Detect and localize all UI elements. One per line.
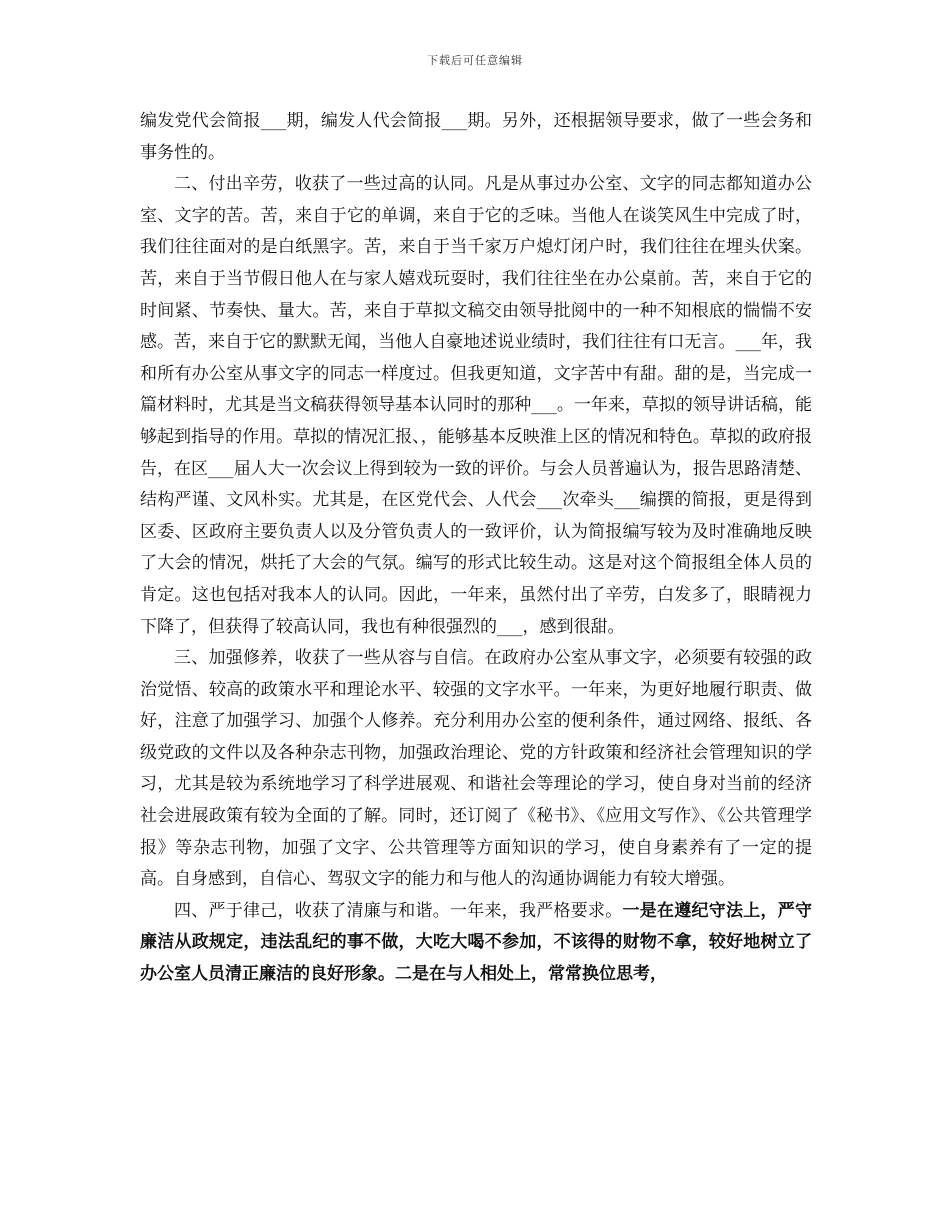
paragraph-1: 编发党代会简报___期，编发人代会简报___期。另外，还根据领导要求，做了一些会务和事务性的。 xyxy=(140,111,812,163)
paragraph-4-bold-text: 一是在遵纪守法上，严守廉洁从政规定，违法乱纪的事不做，大吃大喝不参加，不该得的财物不拿，较好地树立了办公室人员清正廉洁的良好形象。二是在与人相处上，常常换位思考， xyxy=(140,900,812,985)
paragraph-2: 二、付出辛劳，收获了一些过高的认同。凡是从事过办公室、文字的同志都知道办公室、文字的苦。苦，来自于它的单调，来自于它的乏味。当他人在谈笑风生中完成了时，我们往往面对的是白纸黑字。苦，来自于当千家万户熄灯闭户时，我们往往在埋头伏案。苦，来自于当节假日他人在与家人嬉戏玩耍时，我们往往坐在办公桌前。苦，来自于它的时间紧、节奏快、量大。苦，来自于草拟文稿交由领导批阅中的一种不知根底的惴惴不安感。苦，来自于它的默默无闻，当他人自豪地述说业绩时，我们往往有口无言。___年，我和所有办公室从事文字的同志一样度过。但我更知道，文字苦中有甜。甜的是，当完成一篇材料时，尤其是当文稿获得领导基本认同时的那种___。一年来，草拟的领导讲话稿，能够起到指导的作用。草拟的情况汇报、，能够基本反映淮上区的情况和特色。草拟的政府报告，在区___届人大一次会议上得到较为一致的评价。与会人员普遍认为，报告思路清楚、结构严谨、文风朴实。尤其是，在区党代会、人代会___次牵头___编撰的简报，更是得到区委、区政府主要负责人以及分管负责人的一致评价，认为简报编写较为及时准确地反映了大会的情况，烘托了大会的气氛。编写的形式比较生动。这是对这个简报组全体人员的肯定。这也包括对我本人的认同。因此，一年来，虽然付出了辛劳，白发多了，眼睛视力下降了，但获得了较高认同，我也有种很强烈的___，感到很甜。 xyxy=(140,174,812,637)
paragraph-3: 三、加强修养，收获了一些从容与自信。在政府办公室从事文字，必须要有较强的政治觉悟、较高的政策水平和理论水平、较强的文字水平。一年来，为更好地履行职责、做好，注意了加强学习、加强个人修养。充分利用办公室的便利条件，通过网络、报纸、各级党政的文件以及各种杂志刊物，加强政治理论、党的方针政策和经济社会管理知识的学习，尤其是较为系统地学习了科学进展观、和谐社会等理论的学习，使自身对当前的经济社会进展政策有较为全面的了解。同时，还订阅了《秘书》、《应用文写作》、《公共管理学报》等杂志刊物，加强了文字、公共管理等方面知识的学习，使自身素养有了一定的提高。自身感到，自信心、驾驭文字的能力和与他人的沟通协调能力有较大增强。 xyxy=(140,648,812,890)
paragraph-4-normal-text: 四、严于律己，收获了清廉与和谐。一年来，我严格要求。 xyxy=(174,900,623,921)
document-body xyxy=(140,106,812,991)
page-header: 下载后可任意编辑 xyxy=(427,54,523,67)
paragraph-4 xyxy=(140,896,812,991)
